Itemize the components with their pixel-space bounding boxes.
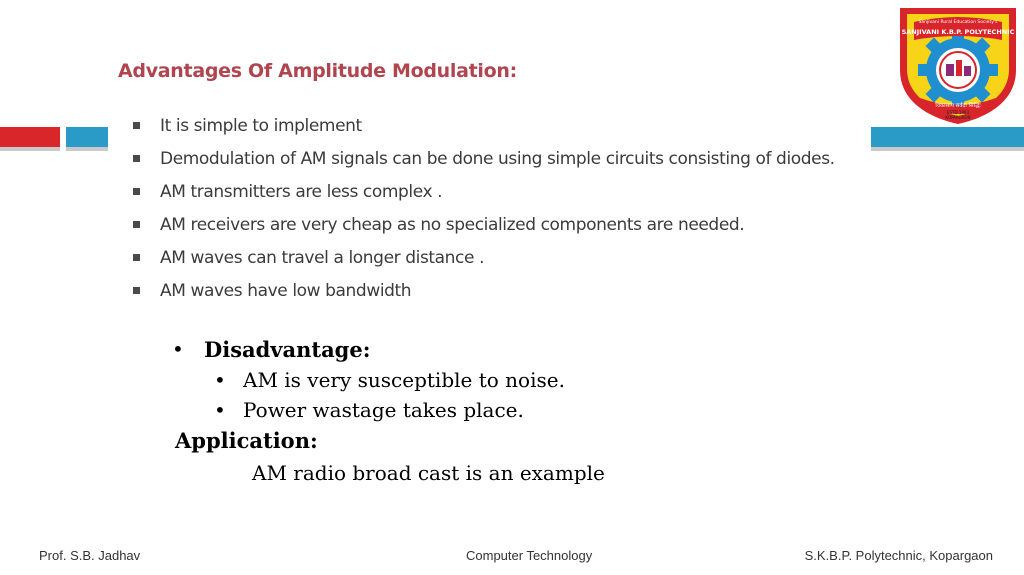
list-item: [130, 213, 835, 246]
advantages-panel: [108, 50, 871, 310]
college-crest-icon: [894, 4, 1022, 126]
list-item-text: AM transmitters are less complex .: [160, 182, 443, 202]
square-bullet-icon: [133, 188, 140, 195]
footer-institution: S.K.B.P. Polytechnic, Kopargaon: [804, 548, 993, 563]
svg-text:KOPARGAON: KOPARGAON: [945, 115, 971, 120]
accent-bar-shadow: [871, 147, 1024, 151]
accent-bar-blue-right: [871, 127, 1024, 147]
svg-text:ESTD.1983: ESTD.1983: [946, 110, 970, 115]
list-item-text: AM receivers are very cheap as no specialized components are needed.: [160, 215, 745, 235]
accent-bar-shadow: [0, 147, 60, 151]
svg-text:विकासाय सर्वदा सिद्धिः: विकासाय सर्वदा सिद्धिः: [935, 103, 981, 109]
list-item: [130, 180, 835, 213]
application-text: AM radio broad cast is an example: [252, 461, 605, 485]
list-item: AM is very susceptible to noise.: [243, 368, 565, 392]
square-bullet-icon: [133, 221, 140, 228]
square-bullet-icon: [133, 254, 140, 261]
list-item-text: AM waves can travel a longer distance .: [160, 248, 485, 268]
bullet-icon: •: [214, 398, 226, 422]
college-logo: [894, 4, 1022, 126]
list-item-text: AM waves have low bandwidth: [160, 281, 412, 301]
bullet-icon: •: [172, 337, 184, 361]
advantages-title: Advantages Of Amplitude Modulation:: [118, 60, 517, 82]
accent-bar-shadow: [66, 147, 108, 151]
list-item-text: Demodulation of AM signals can be done using simple circuits consisting of diodes.: [160, 149, 835, 169]
svg-text:Sanjivani Rural Education Soci: Sanjivani Rural Education Society's: [918, 20, 998, 25]
svg-text:SANJIVANI K.B.P. POLYTECHNIC: SANJIVANI K.B.P. POLYTECHNIC: [901, 28, 1015, 36]
footer-department: Computer Technology: [466, 548, 593, 563]
list-item: Power wastage takes place.: [243, 398, 524, 422]
disadvantage-heading: Disadvantage:: [204, 337, 371, 362]
bullet-icon: •: [214, 368, 226, 392]
list-item: [130, 279, 835, 312]
square-bullet-icon: [133, 122, 140, 129]
application-heading: Application:: [175, 428, 318, 453]
footer-author: Prof. S.B. Jadhav: [39, 548, 141, 563]
accent-bar-red: [0, 127, 60, 147]
list-item-text: It is simple to implement: [160, 116, 362, 136]
accent-bar-blue-left: [66, 127, 108, 147]
square-bullet-icon: [133, 287, 140, 294]
list-item: [130, 147, 835, 180]
list-item: [130, 114, 835, 147]
square-bullet-icon: [133, 155, 140, 162]
list-item: [130, 246, 835, 279]
advantages-list: [130, 114, 835, 312]
